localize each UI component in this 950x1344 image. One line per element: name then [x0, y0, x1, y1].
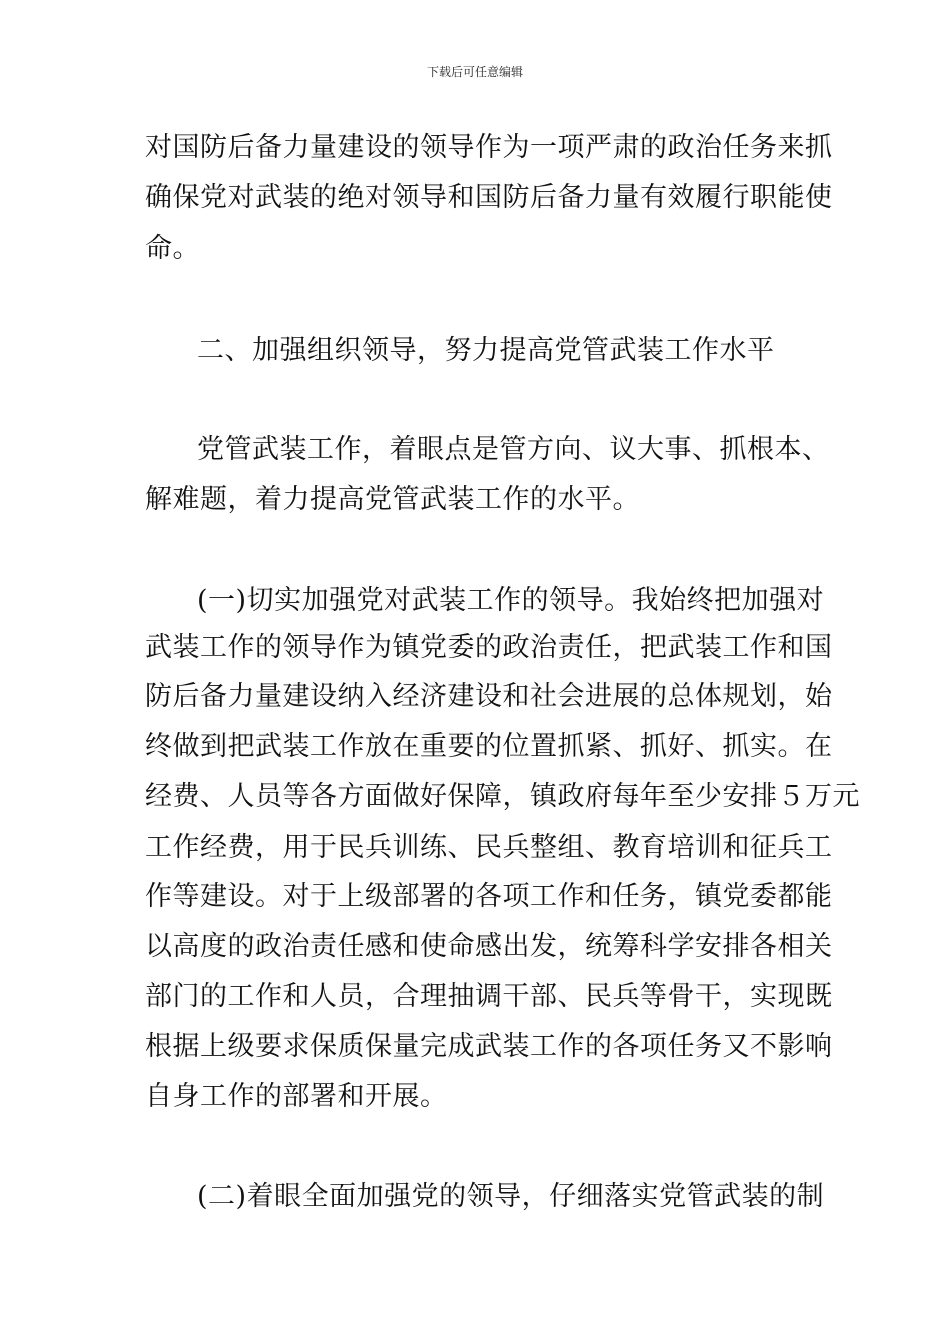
text-line: 经费、人员等各方面做好保障，镇政府每年至少安排５万元: [145, 781, 860, 812]
text-line: 确保党对武装的绝对领导和国防后备力量有效履行职能使: [145, 182, 833, 213]
text-line: 党管武装工作，着眼点是管方向、议大事、抓根本、: [197, 434, 830, 465]
text-line: 根据上级要求保质保量完成武装工作的各项任务又不影响: [145, 1031, 833, 1062]
text-line: 以高度的政治责任感和使命感出发，统筹科学安排各相关: [145, 931, 833, 962]
text-line: 工作经费，用于民兵训练、民兵整组、教育培训和征兵工: [145, 832, 833, 863]
text-line: 作等建设。对于上级部署的各项工作和任务，镇党委都能: [145, 881, 833, 912]
text-line: (一)切实加强党对武装工作的领导。我始终把加强对: [197, 585, 825, 616]
text-line: 解难题，着力提高党管武装工作的水平。: [145, 484, 640, 515]
section-heading: 二、加强组织领导，努力提高党管武装工作水平: [197, 335, 775, 366]
text-line: 自身工作的部署和开展。: [145, 1081, 448, 1112]
text-line: 防后备力量建设纳入经济建设和社会进展的总体规划，始: [145, 681, 833, 712]
text-line: 命。: [145, 233, 200, 264]
page-header: 下载后可任意编辑: [426, 65, 523, 79]
text-line: 对国防后备力量建设的领导作为一项严肃的政治任务来抓: [145, 132, 833, 163]
text-line: (二)着眼全面加强党的领导，仔细落实党管武装的制: [197, 1181, 825, 1212]
text-line: 终做到把武装工作放在重要的位置抓紧、抓好、抓实。在: [145, 731, 833, 762]
text-line: 武装工作的领导作为镇党委的政治责任，把武装工作和国: [145, 632, 833, 663]
text-line: 部门的工作和人员，合理抽调干部、民兵等骨干，实现既: [145, 981, 833, 1012]
